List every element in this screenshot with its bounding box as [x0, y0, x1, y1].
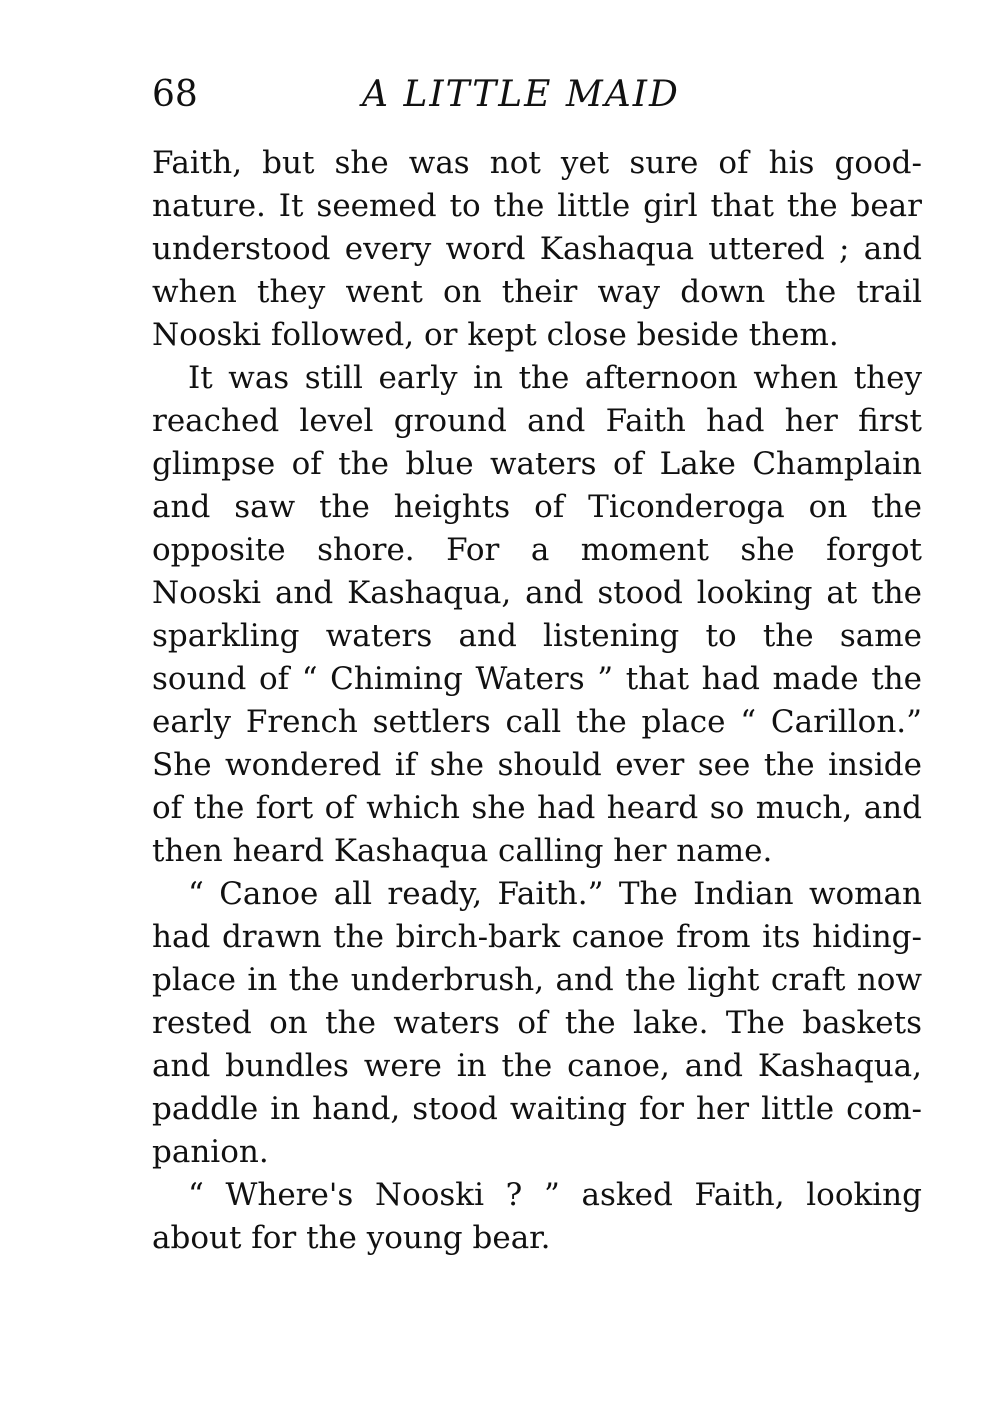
page-header: [152, 70, 922, 130]
text-line: It was still early in the afternoon when they: [188, 360, 922, 396]
text-line: She wondered if she should ever see the inside: [152, 747, 922, 783]
text-line: understood every word Kashaqua uttered ; and: [152, 231, 922, 267]
running-title: A LITTLE MAID: [362, 74, 680, 115]
text-line: Nooski and Kashaqua, and stood looking at the: [152, 575, 922, 611]
text-line: when they went on their way down the trail: [152, 274, 922, 310]
page-number: 68: [152, 74, 198, 115]
text-line: sparkling waters and listening to the same: [152, 618, 922, 654]
text-line: sound of “ Chiming Waters ” that had made the: [152, 661, 922, 697]
text-line: about for the young bear.: [152, 1220, 551, 1256]
text-line: nature. It seemed to the little girl that the bear: [152, 188, 922, 224]
text-line: opposite shore. For a moment she forgot: [152, 532, 922, 568]
text-line: early French settlers call the place “ Carillon.”: [152, 704, 922, 740]
text-line: reached level ground and Faith had her first: [152, 403, 922, 439]
text-line: of the fort of which she had heard so much, and: [152, 790, 922, 826]
text-line: panion.: [152, 1134, 269, 1170]
text-line: “ Where's Nooski ? ” asked Faith, looking: [188, 1177, 922, 1213]
text-line: Nooski followed, or kept close beside them.: [152, 317, 839, 353]
text-line: had drawn the birch-bark canoe from its hiding-: [152, 919, 922, 955]
text-line: paddle in hand, stood waiting for her little com-: [152, 1091, 922, 1127]
text-line: glimpse of the blue waters of Lake Champlain: [152, 446, 922, 482]
text-line: rested on the waters of the lake. The baskets: [152, 1005, 922, 1041]
text-line: Faith, but she was not yet sure of his good-: [152, 145, 922, 181]
text-line: and saw the heights of Ticonderoga on the: [152, 489, 922, 525]
text-line: “ Canoe all ready, Faith.” The Indian woman: [188, 876, 922, 912]
page-body: [152, 142, 922, 1260]
text-line: place in the underbrush, and the light craft now: [152, 962, 922, 998]
text-line: and bundles were in the canoe, and Kashaqua,: [152, 1048, 922, 1084]
text-line: then heard Kashaqua calling her name.: [152, 833, 773, 869]
